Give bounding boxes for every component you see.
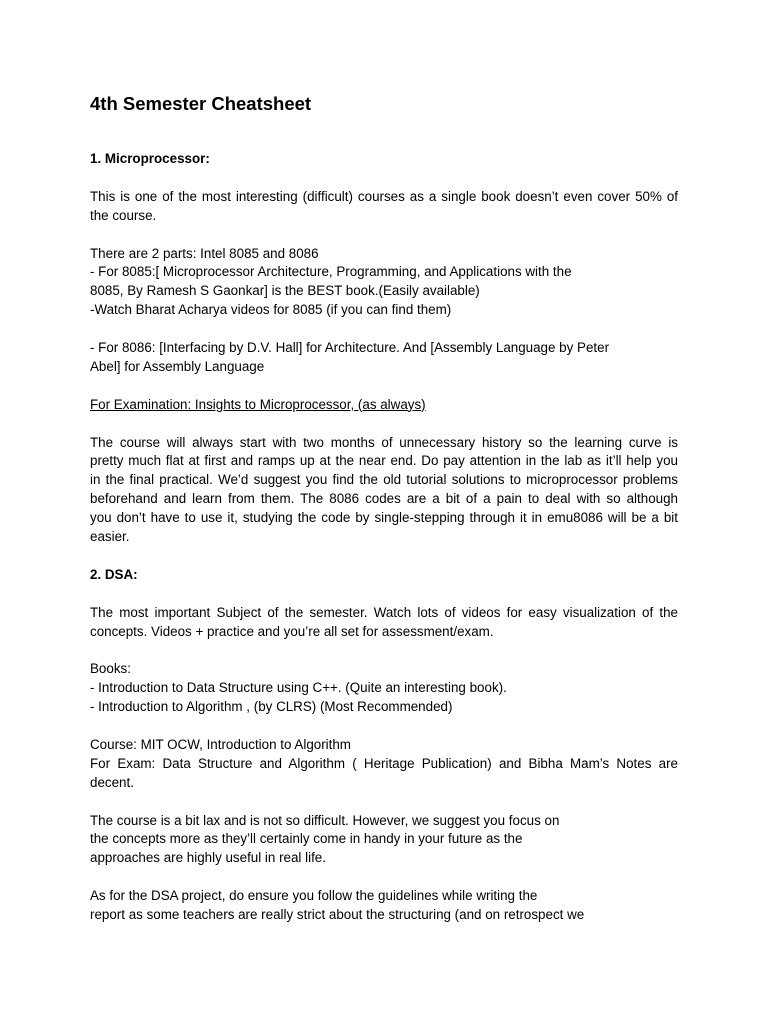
text-line: Books:	[90, 661, 131, 677]
text-line: 8085, By Ramesh S Gaonkar] is the BEST book.(Easily available)	[90, 283, 480, 299]
paragraph-microprocessor-advice	[90, 434, 678, 547]
text-line: easier.	[90, 529, 130, 545]
exam-insights-link[interactable]: For Examination: Insights to Microprocessor, (as always)	[90, 396, 426, 412]
text-line: the course.	[90, 207, 157, 223]
paragraph-dsa-intro	[90, 604, 678, 642]
text-line: - Introduction to Algorithm , (by CLRS) (Most Recommended)	[90, 699, 453, 715]
text-line: There are 2 parts: Intel 8085 and 8086	[90, 245, 319, 261]
paragraph-dsa-project	[90, 887, 678, 925]
text-line: beforehand and learn from them. The 8086 codes are a bit of a pain to deal with so although	[90, 491, 678, 507]
text-line: - Introduction to Data Structure using C++. (Quite an interesting book).	[90, 680, 507, 696]
text-line: report as some teachers are really strict about the structuring (and on retrospect we	[90, 907, 585, 923]
text-line: The most important Subject of the semester. Watch lots of videos for easy visualization of the	[90, 604, 678, 620]
paragraph-microprocessor-parts	[90, 245, 678, 321]
text-line: concepts. Videos + practice and you’re all set for assessment/exam.	[90, 623, 494, 639]
paragraph-exam-insights	[90, 396, 678, 415]
text-line: the concepts more as they’ll certainly come in handy in your future as the	[90, 831, 523, 847]
page-title: 4th Semester Cheatsheet	[90, 93, 312, 114]
section-heading-dsa: 2. DSA:	[90, 566, 138, 582]
text-line: approaches are highly useful in real life.	[90, 850, 326, 866]
text-line: - For 8085:[ Microprocessor Architecture, Programming, and Applications with the	[90, 264, 572, 280]
paragraph-8086-books	[90, 339, 678, 377]
paragraph-dsa-course	[90, 736, 678, 793]
text-line: you don’t have to use it, studying the code by single-stepping through it in emu8086 will be a bit	[90, 510, 678, 526]
paragraph-dsa-books	[90, 660, 678, 717]
document-body	[90, 92, 678, 944]
paragraph-dsa-lax	[90, 812, 678, 869]
text-line: in the final practical. We’d suggest you find the old tutorial solutions to microprocessor problems	[90, 472, 678, 488]
text-line: This is one of the most interesting (difficult) courses as a single book doesn’t even cover 50% of	[90, 188, 678, 204]
text-line: Abel] for Assembly Language	[90, 358, 265, 374]
text-line: pretty much flat at first and ramps up at the near end. Do pay attention in the lab as it’ll help you	[90, 453, 678, 469]
text-line: Course: MIT OCW, Introduction to Algorithm	[90, 736, 351, 752]
text-line: -Watch Bharat Acharya videos for 8085 (if you can find them)	[90, 302, 452, 318]
section-heading-microprocessor: 1. Microprocessor:	[90, 151, 210, 166]
text-line: - For 8086: [Interfacing by D.V. Hall] for Architecture. And [Assembly Language by Peter	[90, 340, 610, 356]
text-line: As for the DSA project, do ensure you follow the guidelines while writing the	[90, 888, 538, 904]
text-line: decent.	[90, 774, 134, 790]
text-line: The course is a bit lax and is not so difficult. However, we suggest you focus on	[90, 812, 560, 828]
text-line: The course will always start with two months of unnecessary history so the learning curve is	[90, 434, 678, 450]
text-line: For Exam: Data Structure and Algorithm ( Heritage Publication) and Bibha Mam’s Notes are	[90, 755, 678, 771]
paragraph-microprocessor-intro	[90, 188, 678, 226]
